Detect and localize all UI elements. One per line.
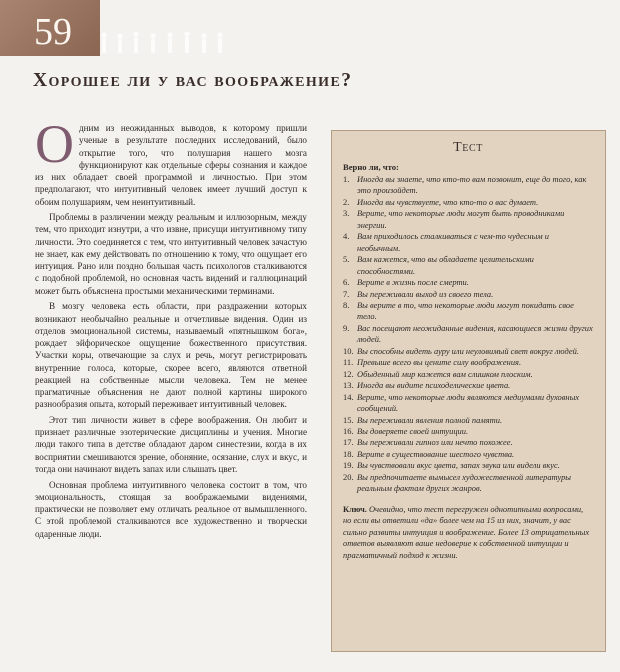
test-question: 9. Вас посещают неожиданные видения, касающиеся жизни других людей. <box>343 322 593 345</box>
test-question: 14. Верите, что некоторые люди являются медиумами духовных сообщений. <box>343 391 580 414</box>
key-label: Ключ. <box>343 503 367 514</box>
dropcap: О <box>35 114 74 174</box>
test-question: 4. Вам приходилось сталкиваться с чем-то чудесным и необычным. <box>343 231 550 253</box>
test-question: 5. Вам кажется, что вы обладаете целительскими способностями. <box>343 254 534 276</box>
article-body <box>35 114 307 543</box>
page-number-badge <box>0 0 100 56</box>
test-question: 17. Вы переживали гипноз или нечто похожее. <box>343 437 513 448</box>
test-question: 1. Иногда вы знаете, что кто-то вам позвонит, еще до того, как это произойдет. <box>343 174 587 196</box>
page-number: 59 <box>34 11 72 53</box>
test-question: 20. Вы предпочитаете вымысел художественной литературы реальным фактам других жанров. <box>343 471 572 494</box>
test-sidebar <box>331 130 606 652</box>
test-title: Тест <box>453 140 483 155</box>
paragraph-1: Одним из неожиданных выводов, к которому пришли ученые в результате последних исследований, было открытие того, что полушария нашего мозга функционируют как отдельные сферы сознания и каждое из них обладает своей программой и личностью. При этом предполагают, что интуитивный человек имеет лучший доступ к обоим полушариям, чем неинтуитивный. <box>35 114 307 207</box>
paragraph-2: Проблемы в различении между реальным и иллюзорным, между тем, что приходит изнутри, а что извне, присущи интуитивному типу личности. Это соединяется с тем, что интуитивный человек зачастую не знает, как ему действовать по отношению к тому, что ощущает его интуиция. Рано или поздно большая часть психологов сталкиваются с подобной проблемой, но основная часть видений и галлюцинаций может быть объяснена простыми механическими терминами. <box>35 212 307 296</box>
test-question: 10. Вы способны видеть ауру или неуловимый свет вокруг людей. <box>343 345 579 356</box>
test-question: 15. Вы переживали явления полной памяти. <box>343 414 503 425</box>
paragraph-5: Основная проблема интуитивного человека состоит в том, что эмоциональность, стоящая за воображаемыми видениями, практически не позволяет ему отличать реальное от вымышленного. С этой проблемой сталкиваются все художественно и творчески одаренные люди. <box>35 479 307 539</box>
test-question: 3. Верите, что некоторые люди могут быть проводниками энергии. <box>343 208 565 230</box>
key-text: Очевидно, что тест перегружен однотипными вопросами, но если вы ответили «да» более чем на 15 из них, значит, у вас сильно развиты интуиция и воображение. Более 13 отрицательных ответов выявляют ваше недоверие к собственной интуиции и прагматичный подход к жизни. <box>343 503 590 560</box>
test-intro: Верно ли, что: <box>343 162 399 172</box>
paragraph-3: В мозгу человека есть области, при раздражении которых возникают необычайно реальные и отчетливые видения. Один из отделов эмоциональной системы, называемый «пятнышком бога», рождает эйфорическое ощущение божественного присутствия. Участки коры, отвечающие за слух и речь, могут регистрировать внутренние голоса, которые, скорее всего, являются ответной реакцией на собственные мысли человека. Тем не менее прагматичные объяснения не дают полной картины широкого разнообразия опыта, который переживает интуитивный человек. <box>35 301 307 410</box>
paragraph-4: Этот тип личности живет в сфере воображения. Он любит и признает различные эзотерические дисциплины и учения. Многие люди такого типа в детстве обладают даром синестезии, когда в их восприятии смешиваются зрение, обоняние, осязание, слух и вкус, и тогда они начинают видеть запах или слышать цвет. <box>35 414 307 474</box>
test-question-list <box>343 174 593 495</box>
test-question: 8. Вы верите в то, что некоторые люди могут покидать свое тело. <box>343 299 574 322</box>
test-question: 2. Иногда вы чувствуете, что кто-то о вас думает. <box>343 196 539 207</box>
article-title: Хорошее ли у вас воображение? <box>33 70 353 91</box>
test-question: 11. Превыше всего вы цените силу воображения. <box>343 357 522 368</box>
test-question: 6. Верите в жизнь после смерти. <box>343 277 469 288</box>
test-question: 13. Иногда вы видите психоделические цвета. <box>343 380 511 391</box>
test-question: 7. Вы переживали выход из своего тела. <box>343 288 494 299</box>
test-answer-key <box>343 504 593 561</box>
test-question: 18. Верите в существование шестого чувства. <box>343 448 515 459</box>
people-silhouettes-decoration <box>96 30 226 54</box>
test-question: 16. Вы доверяете своей интуиции. <box>343 425 469 436</box>
test-question: 19. Вы чувствовали вкус цвета, запах звука или видели вкус. <box>343 460 560 471</box>
test-question: 12. Обыденный мир кажется вам слишком плоским. <box>343 368 533 379</box>
